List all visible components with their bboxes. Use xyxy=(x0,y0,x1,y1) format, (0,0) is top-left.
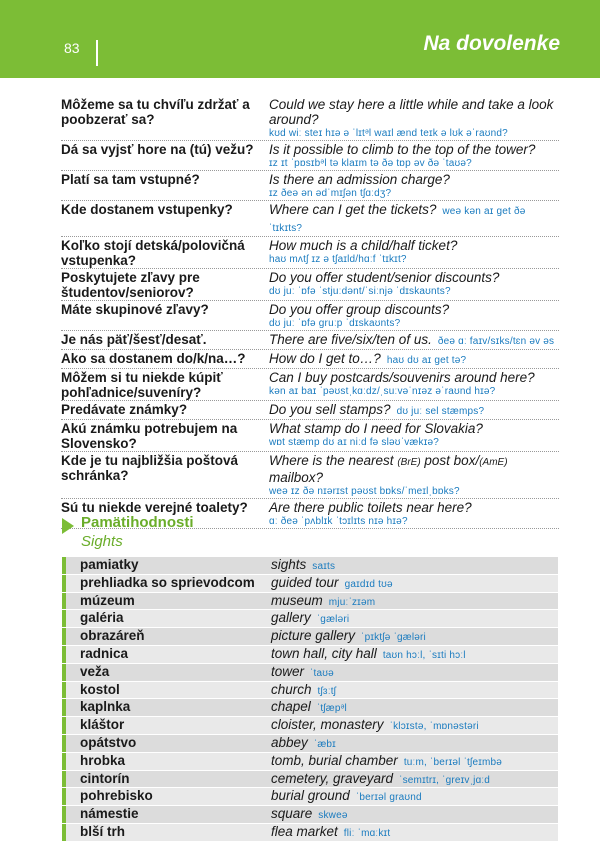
sight-slovak: galéria xyxy=(62,610,269,627)
sight-slovak: opátstvo xyxy=(62,735,269,752)
sight-row xyxy=(62,682,558,700)
page-number: 83 xyxy=(64,40,80,56)
phrase-row xyxy=(61,350,559,369)
sight-slovak: múzeum xyxy=(62,593,269,610)
phrase-slovak: Dá sa vyjsť hore na (tú) vežu? xyxy=(61,142,254,157)
sight-english-cell xyxy=(269,806,558,823)
phrase-english: Are there public toilets near here? xyxy=(269,500,472,515)
triangle-bullet-icon xyxy=(62,518,74,534)
sight-english-cell xyxy=(269,575,558,592)
chapter-title: Na dovolenke xyxy=(423,32,560,55)
sight-ipa: ˈæbɪ xyxy=(313,738,336,750)
sight-english-cell xyxy=(269,557,558,574)
phrase-ipa: ɑː ðeə ˈpʌblɪk ˈtɔɪlɪts nɪə hɪə? xyxy=(269,516,408,527)
sight-ipa: ˈɡæləri xyxy=(316,614,350,626)
phrase-slovak: Koľko stojí detská/polovičná vstupenka? xyxy=(61,238,245,268)
phrase-slovak: Kde dostanem vstupenky? xyxy=(61,202,233,217)
phrase-row xyxy=(61,401,559,420)
sight-english-cell xyxy=(269,682,558,699)
phrase-ipa: weə ɪz ðə nɪərɪst pəʊst bɒks/ˈmeɪlˌbɒks? xyxy=(269,486,460,497)
phrase-slovak: Predávate známky? xyxy=(61,402,188,417)
phrase-row xyxy=(61,331,559,350)
phrase-english-cell xyxy=(269,420,559,451)
sight-english: picture gallery xyxy=(271,628,356,644)
sight-english: chapel xyxy=(271,699,311,715)
phrase-slovak: Máte skupinové zľavy? xyxy=(61,302,209,317)
sight-slovak: kláštor xyxy=(62,717,269,734)
phrase-row xyxy=(61,420,559,452)
phrase-row xyxy=(61,141,559,171)
sight-row xyxy=(62,717,558,735)
section-subtitle: Sights xyxy=(81,533,123,550)
phrase-english-cell xyxy=(269,96,559,140)
phrase-english-cell xyxy=(269,452,559,498)
sight-english: guided tour xyxy=(271,574,339,590)
phrase-slovak: Kde je tu najbližšia poštová schránka? xyxy=(61,453,239,483)
phrase-slovak: Akú známku potrebujem na Slovensko? xyxy=(61,421,238,451)
phrase-row xyxy=(61,237,559,269)
sight-ipa: mjuːˈzɪəm xyxy=(328,596,376,608)
phrase-slovak: Poskytujete zľavy pre študentov/seniorov? xyxy=(61,270,200,300)
phrase-english-cell xyxy=(269,269,559,300)
phrase-english: Do you offer group discounts? xyxy=(269,302,450,317)
sight-slovak: obrazáreň xyxy=(62,628,269,645)
phrase-english-cell xyxy=(269,237,559,268)
phrase-english: Do you sell stamps? xyxy=(269,402,391,417)
phrase-english: What stamp do I need for Slovakia? xyxy=(269,421,483,436)
sight-row xyxy=(62,610,558,628)
phrase-english-cell xyxy=(269,401,559,419)
sight-row xyxy=(62,771,558,789)
phrase-slovak: Ako sa dostanem do/k/na…? xyxy=(61,351,246,366)
sight-english-cell xyxy=(269,717,558,734)
sight-english-cell xyxy=(269,824,558,841)
phrase-row xyxy=(61,452,559,499)
phrase-english: How do I get to…? xyxy=(269,351,381,366)
sight-english: burial ground xyxy=(271,788,350,804)
variant-label-ame: (AmE) xyxy=(479,457,508,468)
sight-english-cell xyxy=(269,664,558,681)
sight-slovak: pamiatky xyxy=(62,557,269,574)
sight-ipa: ˈberɪəl ɡraʊnd xyxy=(355,792,422,804)
phrase-english: There are five/six/ten of us. xyxy=(269,332,432,347)
sight-english: abbey xyxy=(271,734,308,750)
sight-row xyxy=(62,646,558,664)
sight-slovak: námestie xyxy=(62,806,269,823)
sight-english: tower xyxy=(271,663,305,679)
sight-slovak: radnica xyxy=(62,646,269,663)
phrase-english: Where can I get the tickets? xyxy=(269,202,437,217)
sight-row xyxy=(62,824,558,842)
sight-row xyxy=(62,575,558,593)
sight-english: sights xyxy=(271,557,307,572)
phrase-ipa: kən aɪ baɪ ˈpəʊstˌkɑːdz/ˌsuːvəˈnɪəz əˈraʊnd hɪə? xyxy=(269,386,496,397)
sight-row xyxy=(62,806,558,824)
sight-slovak: cintorín xyxy=(62,771,269,788)
phrase-english-cont: post box/ xyxy=(420,453,480,468)
section-title: Pamätihodnosti xyxy=(81,514,194,531)
phrase-english-cell xyxy=(269,171,559,200)
sight-slovak: kaplnka xyxy=(62,699,269,716)
sight-ipa: ˈtaʊə xyxy=(310,667,334,679)
phrase-row xyxy=(61,369,559,401)
phrase-english: How much is a child/half ticket? xyxy=(269,238,458,253)
phrase-ipa: haʊ dʊ aɪ ɡet tə? xyxy=(386,355,467,366)
phrase-ipa: weə kən aɪ ɡet ðə ˈtɪkɪts? xyxy=(269,206,526,234)
phrase-ipa: ɪz ɪt ˈpɒsɪbᵊl tə klaɪm tə ðə tɒp əv ðə ˈtaʊə? xyxy=(269,158,472,169)
sight-english: tomb, burial chamber xyxy=(271,752,398,768)
phrase-english-cell xyxy=(269,201,559,236)
sight-ipa: ˈtʃæpᵊl xyxy=(316,703,347,715)
phrase-slovak: Môžeme sa tu chvíľu zdržať a poobzerať sa? xyxy=(61,97,250,127)
sight-english-cell xyxy=(269,646,558,663)
page-header xyxy=(0,0,600,78)
sight-english-cell xyxy=(269,593,558,610)
phrase-row xyxy=(61,96,559,141)
phrase-ipa: dʊ juː ˈɒfə ɡruːp ˈdɪskaʊnts? xyxy=(269,318,401,329)
phrase-ipa: ɪz ðeə ən ədˈmɪʃən tʃɑːdʒ? xyxy=(269,188,392,199)
sight-slovak: pohrebisko xyxy=(62,788,269,805)
sight-english: cemetery, graveyard xyxy=(271,770,394,786)
phrase-english-end: mailbox? xyxy=(269,470,324,485)
phrase-slovak: Sú tu niekde verejné toalety? xyxy=(61,500,248,515)
phrase-slovak: Môžem si tu niekde kúpiť pohľadnice/suveníry? xyxy=(61,370,223,400)
phrase-ipa: dʊ juː sel stæmps? xyxy=(396,406,485,417)
sight-ipa: tʃɜːtʃ xyxy=(317,685,337,697)
sight-english-cell xyxy=(269,788,558,805)
sight-english-cell xyxy=(269,771,558,788)
sight-english: cloister, monastery xyxy=(271,717,384,733)
phrase-ipa: ðeə ɑː faɪv/sɪks/tɛn əv əs xyxy=(437,336,555,347)
sight-ipa: ˈpɪktʃə ˈɡæləri xyxy=(361,632,426,644)
sight-row xyxy=(62,557,558,575)
phrase-english-cell xyxy=(269,369,559,400)
variant-label-bre: (BrE) xyxy=(397,457,421,468)
phrase-ipa: dʊ juː ˈɒfə ˈstjuːdənt/ˈsiːnjə ˈdɪskaʊnts? xyxy=(269,286,451,297)
sight-english: church xyxy=(271,681,312,697)
phrase-english: Could we stay here a little while and take a look around? xyxy=(269,97,554,127)
sight-english: town hall, city hall xyxy=(271,645,377,661)
sight-row xyxy=(62,664,558,682)
phrase-ipa: haʊ mʌtʃ ɪz ə tʃaɪld/hɑːf ˈtɪkɪt? xyxy=(269,254,407,265)
phrase-english: Do you offer student/senior discounts? xyxy=(269,270,500,285)
phrase-table xyxy=(61,96,559,529)
sight-english-cell xyxy=(269,753,558,770)
sight-row xyxy=(62,735,558,753)
sight-ipa: saɪts xyxy=(312,561,336,572)
sight-english: square xyxy=(271,806,313,822)
phrase-english-cell xyxy=(269,350,559,368)
phrase-english-cell xyxy=(269,141,559,170)
sight-slovak: kostol xyxy=(62,682,269,699)
sight-english: flea market xyxy=(271,823,338,839)
sight-ipa: skweə xyxy=(318,810,348,822)
sight-ipa: fliː ˈmɑːkɪt xyxy=(343,827,391,839)
sight-slovak: blší trh xyxy=(62,824,269,841)
phrase-ipa: wɒt stæmp dʊ aɪ niːd fə sləʊˈvækɪə? xyxy=(269,437,439,448)
sight-english-cell xyxy=(269,699,558,716)
sight-ipa: ˈsemɪtrɪ, ˈɡreɪvˌjɑːd xyxy=(399,774,491,786)
phrase-row xyxy=(61,171,559,201)
phrase-english: Is it possible to climb to the top of the tower? xyxy=(269,142,536,157)
phrase-ipa: kʊd wiː steɪ hɪə ə ˈlɪtᵊl waɪl ænd teɪk ə lʊk əˈraʊnd? xyxy=(269,128,508,139)
phrase-english-cell xyxy=(269,499,559,528)
sight-english-cell xyxy=(269,735,558,752)
sights-table xyxy=(62,557,558,842)
sight-ipa: tuːm, ˈberɪəl ˈtʃeɪmbə xyxy=(403,756,503,768)
sight-slovak: veža xyxy=(62,664,269,681)
sight-row xyxy=(62,699,558,717)
phrase-slovak: Je nás päť/šesť/desať. xyxy=(61,332,207,347)
sight-row xyxy=(62,628,558,646)
phrase-english: Is there an admission charge? xyxy=(269,172,450,187)
sight-row xyxy=(62,593,558,611)
sight-english-cell xyxy=(269,628,558,645)
phrase-row xyxy=(61,269,559,301)
sight-row xyxy=(62,788,558,806)
phrase-english: Can I buy postcards/souvenirs around here? xyxy=(269,370,535,385)
phrase-row xyxy=(61,201,559,237)
header-divider xyxy=(96,40,98,66)
phrase-english: Where is the nearest xyxy=(269,453,398,468)
sight-english: gallery xyxy=(271,610,311,626)
phrase-english-cell xyxy=(269,331,559,349)
phrase-row xyxy=(61,301,559,331)
sight-slovak: hrobka xyxy=(62,753,269,770)
sight-ipa: taʊn hɔːl, ˈsɪti hɔːl xyxy=(382,649,466,661)
phrase-slovak: Platí sa tam vstupné? xyxy=(61,172,200,187)
sight-ipa: ˈklɔɪstə, ˈmɒnəstəri xyxy=(389,721,479,733)
sight-slovak: prehliadka so sprievodcom xyxy=(62,575,269,592)
sight-english: museum xyxy=(271,592,323,608)
sight-ipa: ɡaɪdɪd tʊə xyxy=(344,578,393,590)
sight-row xyxy=(62,753,558,771)
phrase-english-cell xyxy=(269,301,559,330)
sight-english-cell xyxy=(269,610,558,627)
